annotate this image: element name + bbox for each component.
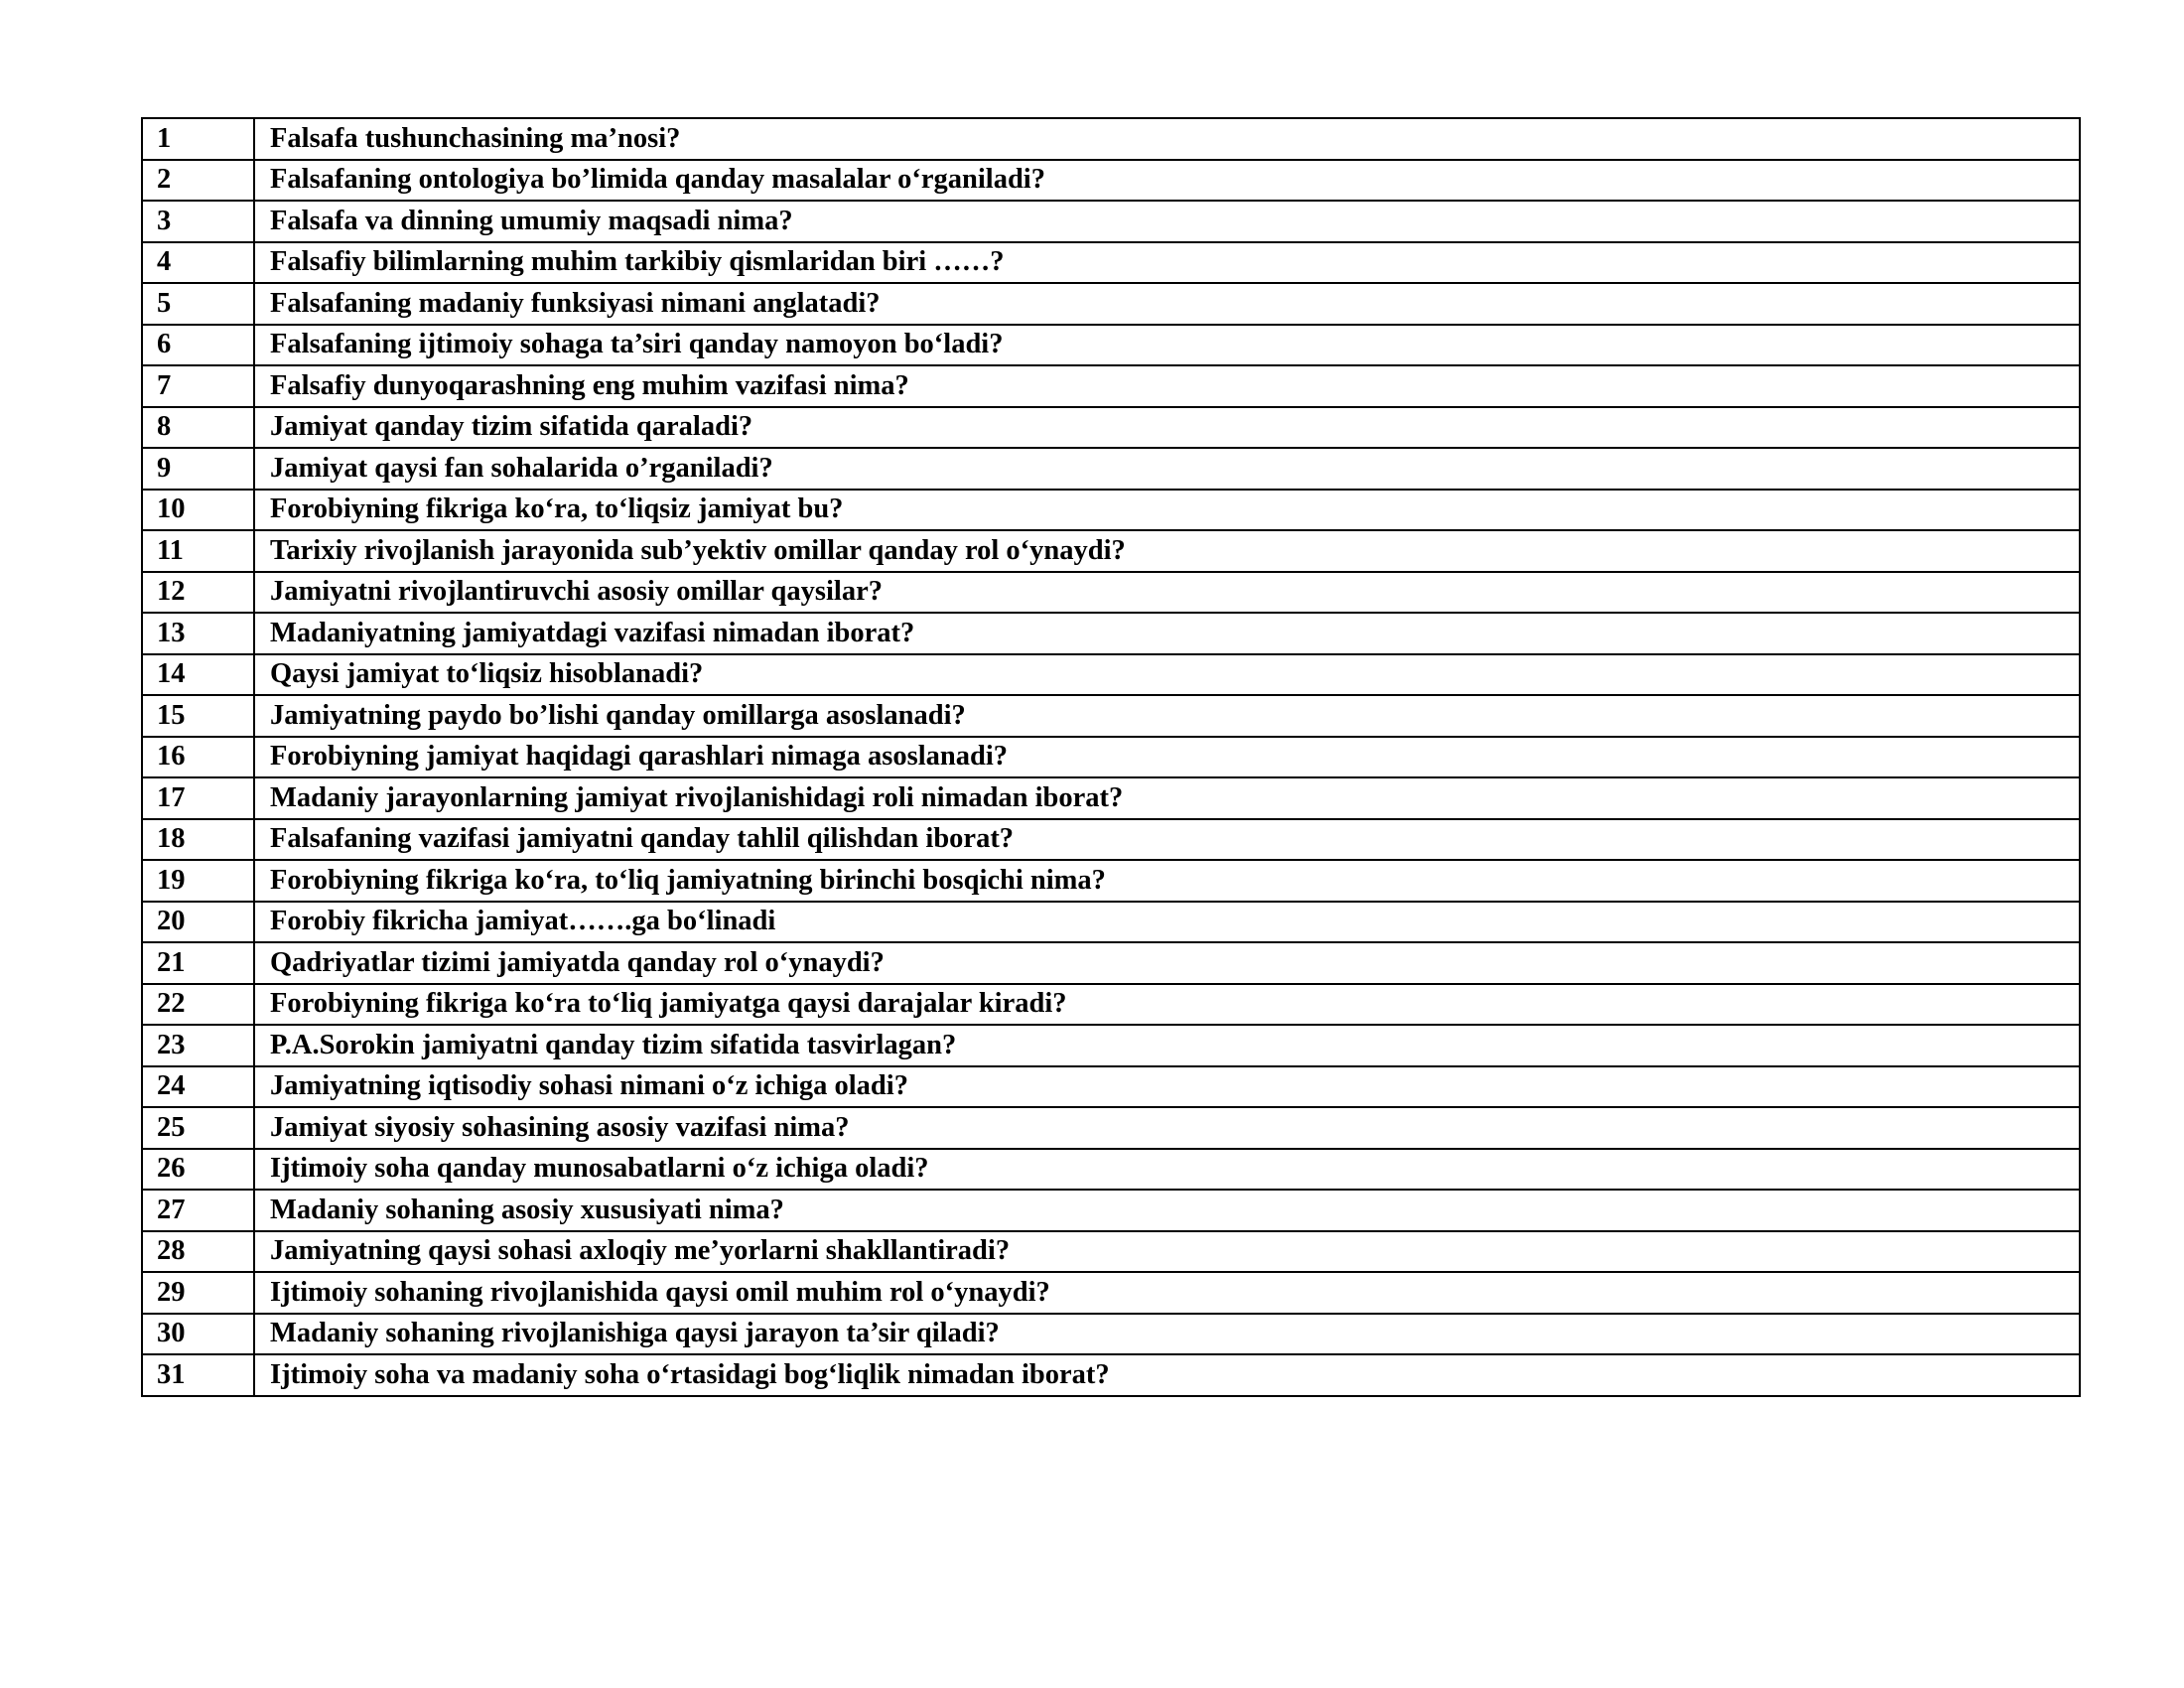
question-text: Madaniy jarayonlarning jamiyat rivojlanishidagi roli nimadan iborat? [254,777,2080,819]
table-row [142,201,2080,242]
question-text: Falsafaning ontologiya bo’limida qanday masalalar o‘rganiladi? [254,160,2080,202]
table-row [142,530,2080,572]
table-row [142,860,2080,902]
question-text: P.A.Sorokin jamiyatni qanday tizim sifatida tasvirlagan? [254,1025,2080,1066]
table-row [142,1231,2080,1273]
question-number: 29 [142,1272,254,1314]
question-number: 1 [142,118,254,160]
table-row [142,118,2080,160]
question-text: Ijtimoiy soha qanday munosabatlarni o‘z ichiga oladi? [254,1149,2080,1191]
question-text: Forobiyning jamiyat haqidagi qarashlari nimaga asoslanadi? [254,737,2080,778]
questions-table [141,117,2081,1397]
question-number: 4 [142,242,254,284]
table-row [142,1314,2080,1355]
table-row [142,613,2080,654]
question-text: Madaniy sohaning rivojlanishiga qaysi jarayon ta’sir qiladi? [254,1314,2080,1355]
question-number: 31 [142,1354,254,1396]
table-row [142,365,2080,407]
questions-table-body [142,118,2080,1396]
question-number: 8 [142,407,254,449]
question-number: 18 [142,819,254,861]
question-text: Qadriyatlar tizimi jamiyatda qanday rol o‘ynaydi? [254,942,2080,984]
table-row [142,819,2080,861]
question-text: Jamiyatning paydo bo’lishi qanday omillarga asoslanadi? [254,695,2080,737]
question-text: Forobiyning fikriga ko‘ra, to‘liq jamiyatning birinchi bosqichi nima? [254,860,2080,902]
table-row [142,984,2080,1026]
question-text: Forobiyning fikriga ko‘ra to‘liq jamiyatga qaysi darajalar kiradi? [254,984,2080,1026]
question-number: 26 [142,1149,254,1191]
question-number: 20 [142,902,254,943]
question-text: Ijtimoiy sohaning rivojlanishida qaysi omil muhim rol o‘ynaydi? [254,1272,2080,1314]
table-row [142,1025,2080,1066]
question-number: 12 [142,572,254,614]
table-row [142,777,2080,819]
question-text: Jamiyatni rivojlantiruvchi asosiy omillar qaysilar? [254,572,2080,614]
question-number: 10 [142,490,254,531]
table-row [142,737,2080,778]
question-number: 9 [142,448,254,490]
question-text: Falsafaning vazifasi jamiyatni qanday tahlil qilishdan iborat? [254,819,2080,861]
question-number: 16 [142,737,254,778]
question-text: Falsafa va dinning umumiy maqsadi nima? [254,201,2080,242]
table-row [142,407,2080,449]
table-row [142,1354,2080,1396]
question-text: Jamiyat qanday tizim sifatida qaraladi? [254,407,2080,449]
question-number: 22 [142,984,254,1026]
question-text: Ijtimoiy soha va madaniy soha o‘rtasidagi bog‘liqlik nimadan iborat? [254,1354,2080,1396]
question-text: Tarixiy rivojlanish jarayonida sub’yektiv omillar qanday rol o‘ynaydi? [254,530,2080,572]
question-number: 21 [142,942,254,984]
question-text: Madaniy sohaning asosiy xususiyati nima? [254,1190,2080,1231]
question-text: Forobiyning fikriga ko‘ra, to‘liqsiz jamiyat bu? [254,490,2080,531]
question-text: Jamiyatning qaysi sohasi axloqiy me’yorlarni shakllantiradi? [254,1231,2080,1273]
table-row [142,1272,2080,1314]
question-number: 5 [142,283,254,325]
question-text: Falsafaning madaniy funksiyasi nimani anglatadi? [254,283,2080,325]
table-row [142,1190,2080,1231]
question-number: 24 [142,1066,254,1108]
question-number: 19 [142,860,254,902]
question-number: 23 [142,1025,254,1066]
table-row [142,695,2080,737]
question-number: 28 [142,1231,254,1273]
question-number: 25 [142,1107,254,1149]
table-row [142,1149,2080,1191]
table-row [142,1066,2080,1108]
question-text: Jamiyat siyosiy sohasining asosiy vazifasi nima? [254,1107,2080,1149]
table-row [142,448,2080,490]
question-text: Jamiyat qaysi fan sohalarida o’rganiladi? [254,448,2080,490]
question-text: Falsafa tushunchasining ma’nosi? [254,118,2080,160]
question-number: 30 [142,1314,254,1355]
table-row [142,654,2080,696]
table-row [142,242,2080,284]
table-row [142,325,2080,366]
table-row [142,1107,2080,1149]
question-number: 6 [142,325,254,366]
table-row [142,283,2080,325]
question-number: 7 [142,365,254,407]
question-text: Qaysi jamiyat to‘liqsiz hisoblanadi? [254,654,2080,696]
question-number: 2 [142,160,254,202]
question-text: Falsafiy bilimlarning muhim tarkibiy qismlaridan biri ……? [254,242,2080,284]
question-number: 27 [142,1190,254,1231]
question-text: Falsafiy dunyoqarashning eng muhim vazifasi nima? [254,365,2080,407]
question-number: 15 [142,695,254,737]
table-row [142,942,2080,984]
question-number: 14 [142,654,254,696]
question-number: 3 [142,201,254,242]
question-number: 13 [142,613,254,654]
table-row [142,902,2080,943]
question-text: Madaniyatning jamiyatdagi vazifasi nimadan iborat? [254,613,2080,654]
question-text: Falsafaning ijtimoiy sohaga ta’siri qanday namoyon bo‘ladi? [254,325,2080,366]
table-row [142,572,2080,614]
question-number: 17 [142,777,254,819]
question-text: Jamiyatning iqtisodiy sohasi nimani o‘z ichiga oladi? [254,1066,2080,1108]
table-row [142,160,2080,202]
table-row [142,490,2080,531]
question-text: Forobiy fikricha jamiyat…….ga bo‘linadi [254,902,2080,943]
question-number: 11 [142,530,254,572]
